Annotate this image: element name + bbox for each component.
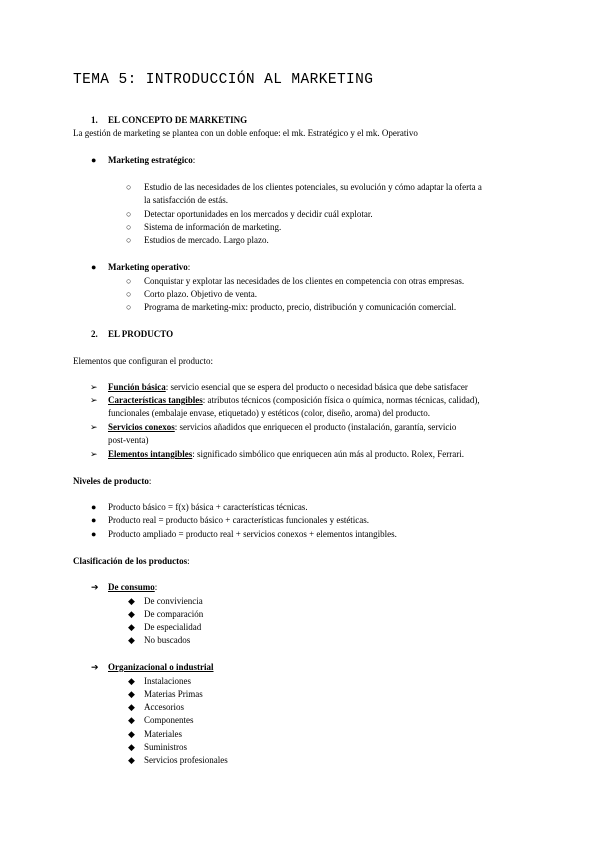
bullet-dot-icon: ●	[91, 529, 97, 539]
arrowhead-bullet-icon: ➢	[90, 449, 98, 459]
bullet-circle-icon: ○	[126, 289, 132, 299]
arrowhead-bullet-icon: ➢	[90, 395, 98, 405]
industrial-item: Servicios profesionales	[144, 755, 228, 765]
bullet-dot-icon: ●	[91, 262, 97, 272]
level-item: Producto real = producto básico + características funcionales y estéticas.	[108, 515, 370, 525]
element-function	[108, 381, 468, 394]
strategic-item: Estudios de mercado. Largo plazo.	[144, 235, 269, 245]
element-text: : servicios añadidos que enriquecen el producto (instalación, garantía, servicio	[174, 422, 457, 432]
operative-item: Conquistar y explotar las necesidades de los clientes en competencia con otras empresas.	[144, 276, 465, 286]
element-intangible	[108, 448, 464, 461]
industrial-item: Componentes	[144, 715, 194, 725]
operative-item: Programa de marketing-mix: producto, precio, distribución y comunicación comercial.	[144, 302, 457, 312]
industrial-item: Accesorios	[144, 702, 184, 712]
diamond-bullet-icon: ◆	[128, 596, 135, 606]
classification-heading	[73, 555, 190, 568]
levels-heading	[73, 475, 151, 488]
classification-label: Clasificación de los productos	[73, 556, 188, 566]
bullet-dot-icon: ●	[91, 502, 97, 512]
element-text-continuation: funcionales (embalaje envase, etiquetado) y estéticos (color, diseño, aroma) del producto.	[108, 408, 431, 418]
element-label: Servicios conexos	[108, 422, 175, 432]
section-2-heading: EL PRODUCTO	[108, 329, 174, 339]
element-tangible	[108, 394, 480, 407]
strategic-item: Estudio de las necesidades de los clientes potenciales, su evolución y cómo adaptar la oferta a	[144, 182, 482, 192]
diamond-bullet-icon: ◆	[128, 635, 135, 645]
diamond-bullet-icon: ◆	[128, 729, 135, 739]
arrowhead-bullet-icon: ➢	[90, 382, 98, 392]
consumer-products-colon: :	[154, 582, 158, 592]
diamond-bullet-icon: ◆	[128, 689, 135, 699]
consumer-item: No buscados	[144, 635, 191, 645]
operative-item: Corto plazo. Objetivo de venta.	[144, 289, 257, 299]
industrial-products-label: Organizacional o industrial	[108, 662, 214, 672]
diamond-bullet-icon: ◆	[128, 742, 135, 752]
element-services	[108, 421, 456, 434]
operative-marketing-label: Marketing operativo	[108, 262, 188, 272]
strategic-item-continuation: la satisfacción de estás.	[144, 195, 228, 205]
diamond-bullet-icon: ◆	[128, 755, 135, 765]
arrow-bullet-icon: ➔	[91, 582, 99, 592]
levels-colon: :	[148, 476, 152, 486]
strategic-marketing-heading	[108, 154, 195, 167]
element-text: : atributos técnicos (composición física o química, normas técnicas, calidad),	[202, 395, 480, 405]
industrial-item: Suministros	[144, 742, 188, 752]
bullet-circle-icon: ○	[126, 235, 132, 245]
arrowhead-bullet-icon: ➢	[90, 422, 98, 432]
strategic-marketing-colon: :	[192, 155, 196, 165]
bullet-dot-icon: ●	[91, 515, 97, 525]
element-label: Elementos intangibles	[108, 449, 193, 459]
section-1-heading: EL CONCEPTO DE MARKETING	[108, 115, 248, 125]
diamond-bullet-icon: ◆	[128, 702, 135, 712]
section-1-intro: La gestión de marketing se plantea con un doble enfoque: el mk. Estratégico y el mk. Operativo	[73, 128, 418, 138]
diamond-bullet-icon: ◆	[128, 715, 135, 725]
strategic-item: Sistema de información de marketing.	[144, 222, 282, 232]
consumer-products-heading	[108, 581, 157, 594]
operative-marketing-heading	[108, 261, 190, 274]
levels-label: Niveles de producto	[73, 476, 149, 486]
element-text: : significado simbólico que enriquecen aún más al producto. Rolex, Ferrari.	[192, 449, 464, 459]
section-2-number: 2.	[91, 329, 98, 339]
operative-marketing-colon: :	[187, 262, 191, 272]
bullet-circle-icon: ○	[126, 276, 132, 286]
bullet-circle-icon: ○	[126, 222, 132, 232]
element-text: : servicio esencial que se espera del producto o necesidad básica que debe satisfacer	[165, 382, 468, 392]
bullet-circle-icon: ○	[126, 209, 132, 219]
consumer-item: De comparación	[144, 609, 204, 619]
level-item: Producto ampliado = producto real + servicios conexos + elementos intangibles.	[108, 529, 397, 539]
element-label: Características tangibles	[108, 395, 203, 405]
arrow-bullet-icon: ➔	[91, 662, 99, 672]
classification-colon: :	[187, 556, 190, 566]
industrial-item: Materiales	[144, 729, 182, 739]
consumer-item: De conviviencia	[144, 596, 203, 606]
bullet-dot-icon: ●	[91, 155, 97, 165]
diamond-bullet-icon: ◆	[128, 676, 135, 686]
strategic-marketing-label: Marketing estratégico	[108, 155, 193, 165]
section-1-number: 1.	[91, 115, 98, 125]
diamond-bullet-icon: ◆	[128, 609, 135, 619]
consumer-products-label: De consumo	[108, 582, 155, 592]
section-2-intro: Elementos que configuran el producto:	[73, 356, 213, 366]
element-text-continuation: post-venta)	[108, 435, 149, 445]
page-title: TEMA 5: INTRODUCCIÓN AL MARKETING	[73, 72, 374, 88]
element-label: Función básica	[108, 382, 166, 392]
industrial-item: Materias Primas	[144, 689, 203, 699]
strategic-item: Detectar oportunidades en los mercados y decidir cuál explotar.	[144, 209, 373, 219]
bullet-circle-icon: ○	[126, 302, 132, 312]
diamond-bullet-icon: ◆	[128, 622, 135, 632]
consumer-item: De especialidad	[144, 622, 202, 632]
level-item: Producto básico = f(x) básica + características técnicas.	[108, 502, 308, 512]
industrial-item: Instalaciones	[144, 676, 191, 686]
bullet-circle-icon: ○	[126, 182, 132, 192]
